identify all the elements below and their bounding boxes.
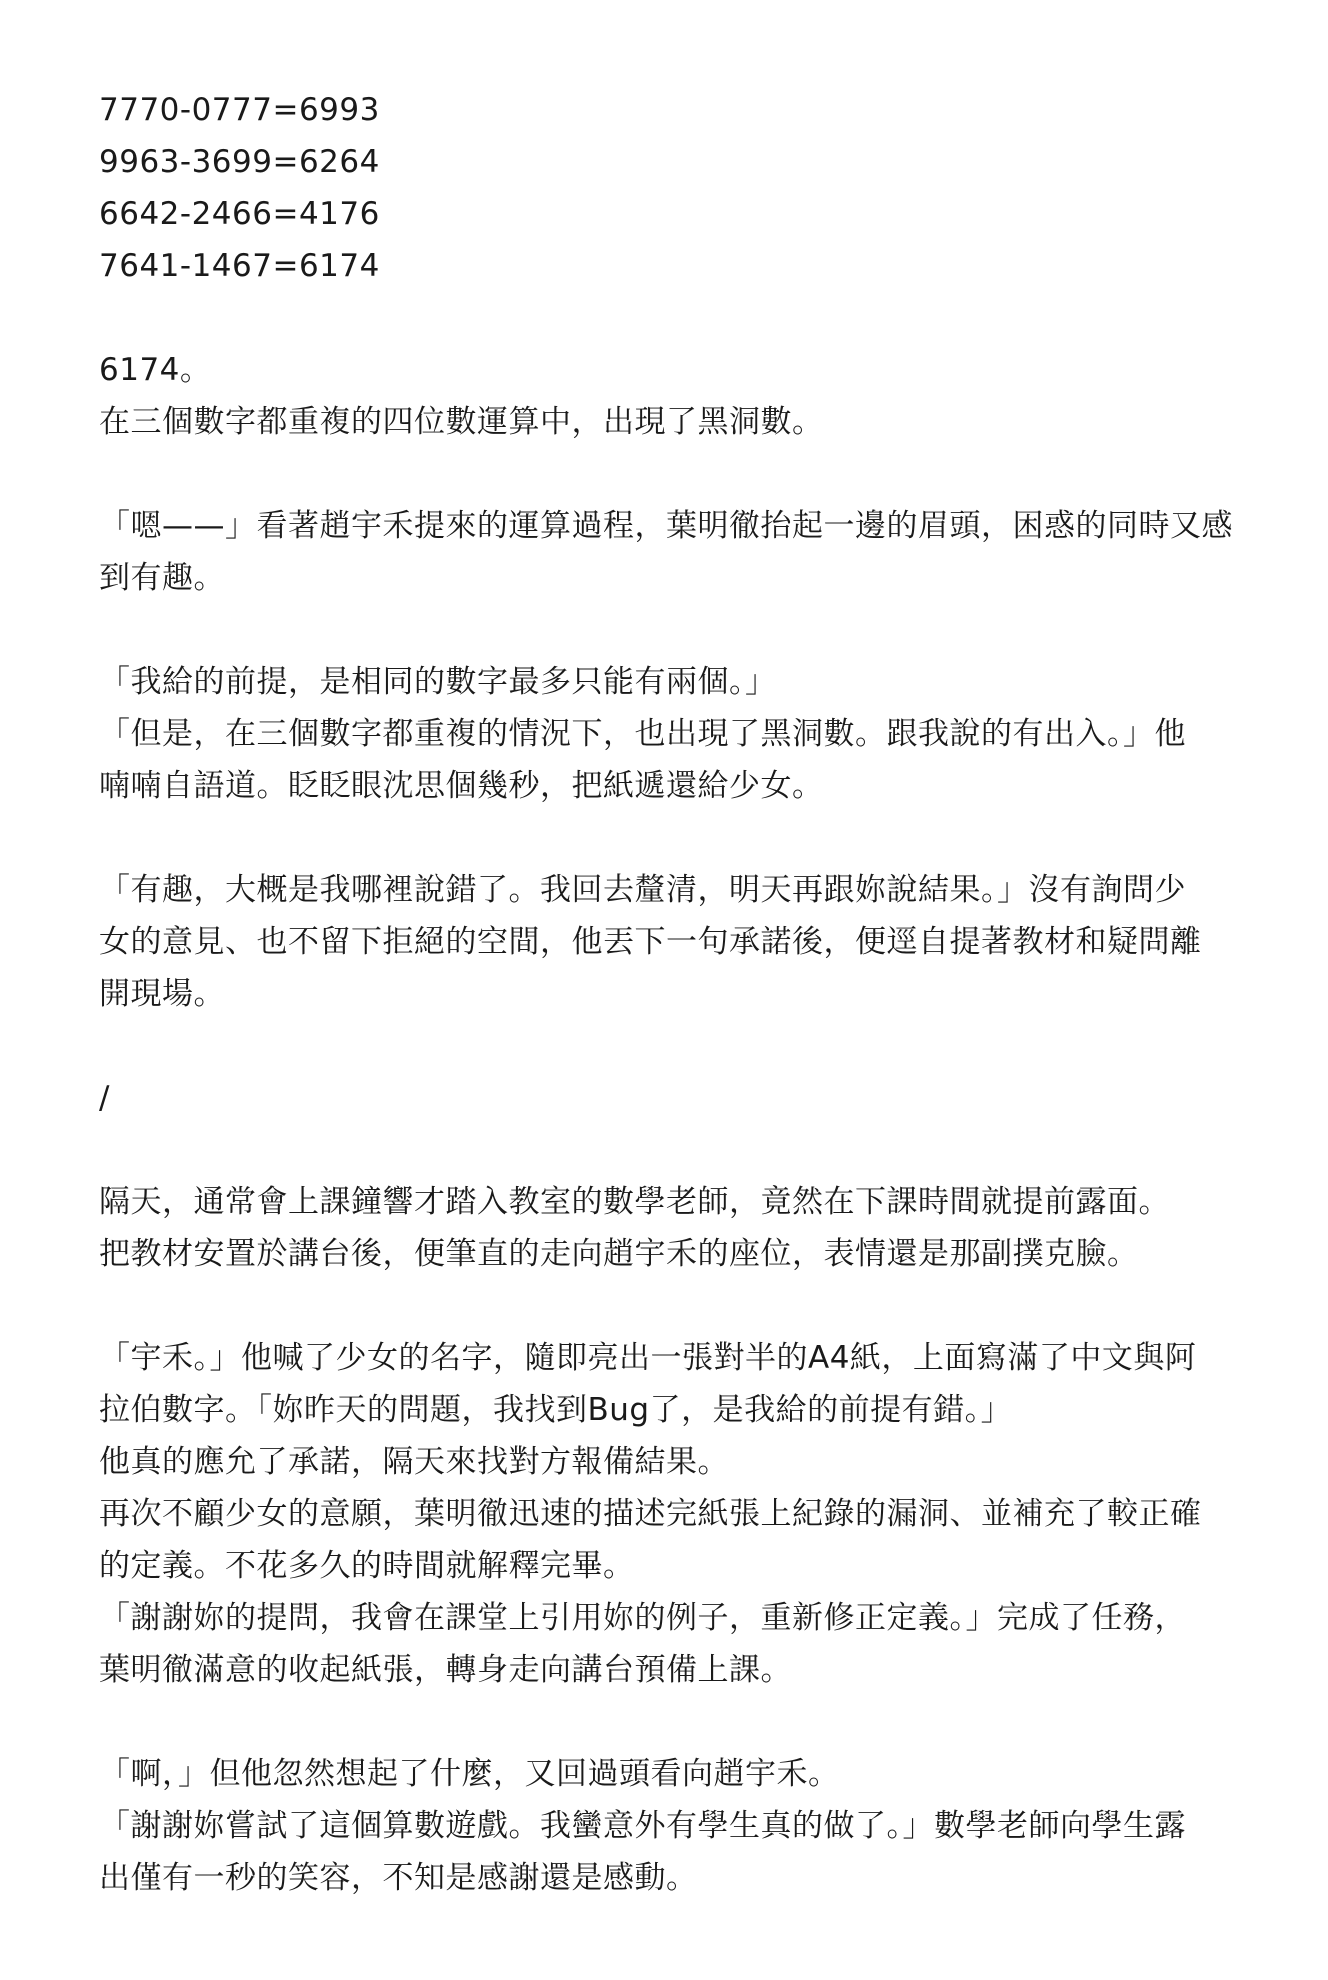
paragraph-gap (99, 604, 1239, 656)
text-line: 開現場。 (99, 976, 225, 1012)
paragraph-black-hole (99, 344, 1239, 448)
text-line: 7770-0777=6993 (99, 92, 380, 128)
text-line: 出僅有一秒的笑容，不知是感謝還是感動。 (99, 1860, 698, 1896)
paragraph-promise (99, 864, 1239, 1020)
text-line: 他真的應允了承諾，隔天來找對方報備結果。 (99, 1444, 729, 1480)
paragraph-gap (99, 1696, 1239, 1748)
paragraph-gap (99, 448, 1239, 500)
paragraph-premise (99, 656, 1239, 812)
paragraph-gap (99, 1020, 1239, 1072)
scene-break (99, 1072, 1239, 1124)
text-line: 到有趣。 (99, 560, 225, 596)
scene-break-mark: / (99, 1080, 110, 1116)
text-line: 9963-3699=6264 (99, 144, 380, 180)
text-line: 「宇禾。」他喊了少女的名字，隨即亮出一張對半的A4紙，上面寫滿了中文與阿 (99, 1340, 1197, 1376)
text-line: 的定義。不花多久的時間就解釋完畢。 (99, 1548, 635, 1584)
text-line: 拉伯數字。「妳昨天的問題，我找到Bug了，是我給的前提有錯。」 (99, 1392, 1013, 1428)
paragraph-next-day (99, 1176, 1239, 1280)
text-line: 「有趣，大概是我哪裡說錯了。我回去釐清，明天再跟妳說結果。」沒有詢問少 (99, 872, 1186, 908)
text-line: 葉明徹滿意的收起紙張，轉身走向講台預備上課。 (99, 1652, 792, 1688)
text-line: 7641-1467=6174 (99, 248, 380, 284)
text-line: 6642-2466=4176 (99, 196, 380, 232)
text-line: 「謝謝妳的提問，我會在課堂上引用妳的例子，重新修正定義。」完成了任務， (99, 1600, 1186, 1636)
text-line: 再次不顧少女的意願，葉明徹迅速的描述完紙張上紀錄的漏洞、並補充了較正確 (99, 1496, 1202, 1532)
text-line: 隔天，通常會上課鐘響才踏入教室的數學老師，竟然在下課時間就提前露面。 (99, 1184, 1170, 1220)
paragraph-gap (99, 292, 1239, 344)
paragraph-puzzled (99, 500, 1239, 604)
text-line: 6174。 (99, 352, 212, 388)
paragraph-gap (99, 1124, 1239, 1176)
text-line: 「嗯——」看著趙宇禾提來的運算過程，葉明徹抬起一邊的眉頭，困惑的同時又感 (99, 508, 1233, 544)
text-line: 在三個數字都重複的四位數運算中，出現了黑洞數。 (99, 404, 824, 440)
paragraph-explanation (99, 1332, 1239, 1696)
text-line: 喃喃自語道。眨眨眼沈思個幾秒，把紙遞還給少女。 (99, 768, 824, 804)
paragraph-calculations (99, 84, 1239, 292)
text-line: 「啊，」但他忽然想起了什麼，又回過頭看向趙宇禾。 (99, 1756, 840, 1792)
paragraph-gap (99, 812, 1239, 864)
text-line: 把教材安置於講台後，便筆直的走向趙宇禾的座位，表情還是那副撲克臉。 (99, 1236, 1139, 1272)
text-line: 「但是，在三個數字都重複的情況下，也出現了黑洞數。跟我說的有出入。」他 (99, 716, 1186, 752)
text-line: 「謝謝妳嘗試了這個算數遊戲。我蠻意外有學生真的做了。」數學老師向學生露 (99, 1808, 1186, 1844)
story-text (99, 84, 1239, 1904)
text-line: 女的意見、也不留下拒絕的空間，他丟下一句承諾後，便逕自提著教材和疑問離 (99, 924, 1202, 960)
text-line: 「我給的前提，是相同的數字最多只能有兩個。」 (99, 664, 777, 700)
paragraph-thanks (99, 1748, 1239, 1904)
paragraph-gap (99, 1280, 1239, 1332)
